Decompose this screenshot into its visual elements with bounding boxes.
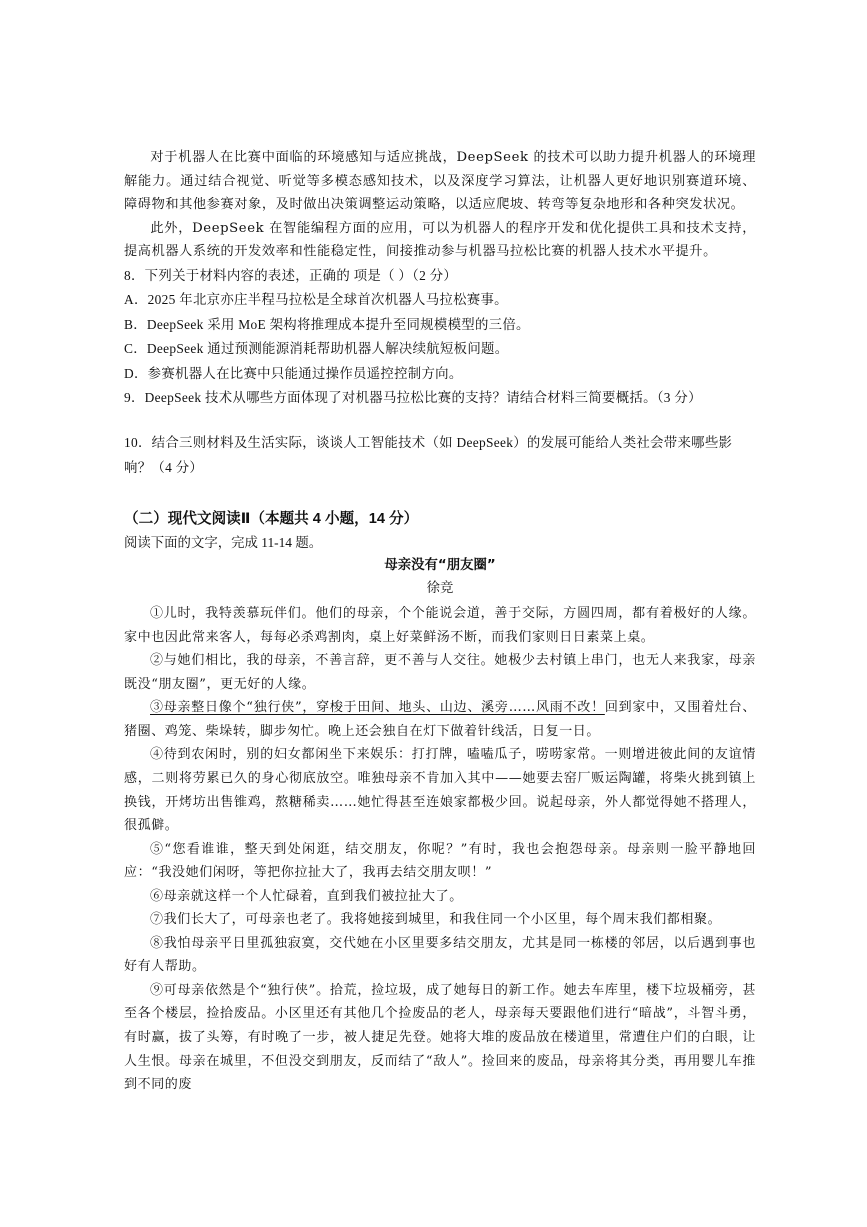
article-title: 母亲没有“朋友圈” — [384, 558, 496, 574]
article-paragraph-3 — [124, 696, 756, 743]
question-8-option-d: D．参赛机器人在比赛中只能通过操作员遥控控制方向。 — [124, 365, 463, 381]
section-intro: 阅读下面的文字，完成 11-14 题。 — [124, 535, 323, 551]
question-8-option-b: B．DeepSeek 采用 MoE 架构将推理成本提升至同规模模型的三倍。 — [124, 316, 530, 332]
question-8-option-c: C．DeepSeek 通过预测能源消耗帮助机器人解决续航短板问题。 — [124, 341, 509, 357]
article-paragraph-8: ⑧我怕母亲平日里孤独寂寞，交代她在小区里要多结交朋友，尤其是同一栋楼的邻居，以后遇到事也好有人帮助。 — [124, 935, 756, 975]
question-10: 10．结合三则材料及生活实际，谈谈人工智能技术（如 DeepSeek）的发展可能给人类社会带来哪些影响？（4 分） — [124, 434, 733, 475]
material-paragraph-1: 对于机器人在比赛中面临的环境感知与适应挑战，DeepSeek 的技术可以助力提升机器人的环境理解能力。通过结合视觉、听觉等多模态感知技术，以及深度学习算法，让机器人更好地识别赛道环境、障碍物和其他参赛对象，及时做出决策调整运动策略，以适应爬坡、转弯等复杂地形和各种突发状况。 — [124, 150, 756, 213]
underlined-sentence: ③母亲整日像个“独行侠”，穿梭于田间、地头、山边、溪旁……风雨不改！ — [150, 700, 605, 716]
answer-space-q9 — [124, 411, 756, 431]
page-content — [124, 146, 756, 1097]
article-paragraph-2: ②与她们相比，我的母亲，不善言辞，更不善与人交往。她极少去村镇上串门，也无人来我家，母亲既没“朋友圈”，更无好的人缘。 — [124, 653, 756, 692]
article-paragraph-6: ⑥母亲就这样一个人忙碌着，直到我们被拉扯大了。 — [150, 888, 463, 904]
article-paragraph-9: ⑨可母亲依然是个“独行侠”。拾荒，捡垃圾，成了她每日的新工作。她去车库里，楼下垃圾桶旁，甚至各个楼层，捡拾废品。小区里还有其他几个捡废品的老人，母亲每天要跟他们进行“暗战”，斗智斗勇，有时赢，拔了头筹，有时晚了一步，被人捷足先登。她将大堆的废品放在楼道里，常遭住户们的白眼，让人生恨。母亲在城里，不但没交到朋友，反而结了“敌人”。捡回来的废品，母亲将其分类，再用婴儿车推到不同的废 — [124, 982, 756, 1093]
article-paragraph-7: ⑦我们长大了，可母亲也老了。我将她接到城里，和我住同一个小区里，每个周末我们都相聚。 — [150, 912, 722, 928]
answer-space-q10 — [124, 480, 756, 506]
article-author: 徐竞 — [426, 581, 454, 597]
article-paragraph-4: ④待到农闲时，别的妇女都闲坐下来娱乐：打打牌，嗑嗑瓜子，唠唠家常。一则增进彼此间的友谊情感，二则将劳累已久的身心彻底放空。唯独母亲不肯加入其中——她要去窑厂贩运陶罐，将柴火挑到镇上换钱，开烤坊出售锥鸡，熬糖稀卖……她忙得甚至连娘家都极少回。说起母亲，外人都觉得她不搭理人，很孤僻。 — [124, 747, 756, 834]
question-8-option-a: A．2025 年北京亦庄半程马拉松是全球首次机器人马拉松赛事。 — [124, 291, 508, 307]
article-paragraph-5: ⑤“您看谁谁，整天到处闲逛，结交朋友，你呢？”有时，我也会抱怨母亲。母亲则一脸平静地回应：“我没她们闲呀，等把你拉扯大了，我再去结交朋友呗！” — [124, 841, 756, 881]
section-heading: （二）现代文阅读Ⅱ（本题共 4 小题，14 分） — [124, 511, 419, 528]
question-9: 9．DeepSeek 技术从哪些方面体现了对机器马拉松比赛的支持？请结合材料三简要概括。（3 分） — [124, 390, 702, 406]
paragraph-3-rest: 回到家中，又围着灶台、猪圈、鸡笼、柴垛转，脚步匆忙。晚上还会独自在灯下做着针线活，日复一日。 — [124, 700, 756, 739]
material-paragraph-2: 此外，DeepSeek 在智能编程方面的应用，可以为机器人的程序开发和优化提供工具和技术支持，提高机器人系统的开发效率和性能稳定性，间接推动参与机器马拉松比赛的机器人技术水平提升。 — [124, 220, 756, 260]
question-8-stem: 8．下列关于材料内容的表述，正确的 项是（ ）（2 分） — [124, 267, 458, 283]
article-paragraph-1: ①儿时，我特羡慕玩伴们。他们的母亲，个个能说会道，善于交际，方圆四周，都有着极好的人缘。家中也因此常来客人，每每必杀鸡割肉，桌上好菜鲜汤不断，而我们家则日日素菜上桌。 — [124, 606, 756, 645]
